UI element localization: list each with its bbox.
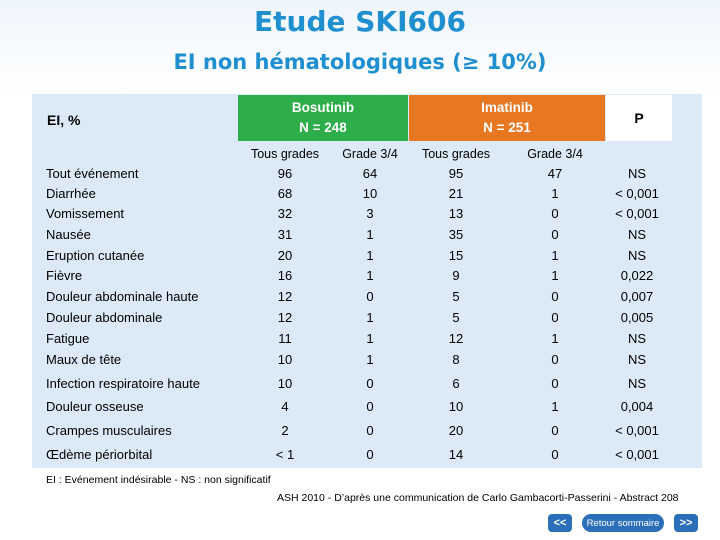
row-label: Vomissement (46, 206, 125, 221)
page-title: Etude SKI606 (254, 5, 466, 38)
table-cell: 1 (551, 331, 559, 346)
table-cell: 0 (551, 423, 559, 438)
table-cell: 6 (452, 376, 460, 391)
table-cell: 35 (448, 227, 464, 242)
table-cell: < 0,001 (615, 206, 659, 221)
table-cell: 13 (448, 206, 464, 221)
table-cell: 2 (281, 423, 289, 438)
table-cell: 10 (448, 399, 464, 414)
table-cell: 16 (277, 268, 293, 283)
table-cell: < 0,001 (615, 186, 659, 201)
table-cell: 0,004 (620, 399, 654, 414)
table-cell: 3 (366, 206, 374, 221)
table-cell: < 0,001 (615, 447, 659, 462)
table-cell: 12 (448, 331, 464, 346)
row-label: Diarrhée (46, 186, 96, 201)
table-cell: 1 (366, 227, 374, 242)
table-cell: 68 (277, 186, 293, 201)
table-cell: 5 (452, 289, 460, 304)
table-cell: NS (627, 248, 647, 263)
source-citation: ASH 2010 - D’après une communication de Carlo Gambacorti-Passerini - Abstract 208 (277, 492, 679, 504)
bosutinib-name: Bosutinib (291, 100, 355, 115)
bosutinib-header (238, 95, 408, 141)
table-cell: 1 (366, 268, 374, 283)
table-cell: 47 (547, 166, 563, 181)
imatinib-header (409, 95, 605, 141)
row-label: Fièvre (46, 268, 83, 283)
table-cell: 1 (366, 352, 374, 367)
table-cell: 8 (452, 352, 460, 367)
table-cell: 4 (281, 399, 289, 414)
table-cell: 31 (277, 227, 293, 242)
table-cell: NS (627, 227, 647, 242)
table-cell: 0 (366, 289, 374, 304)
table-cell: 10 (277, 352, 293, 367)
p-value-header: P (606, 95, 672, 141)
table-cell: 64 (362, 166, 378, 181)
table-cell: 1 (366, 248, 374, 263)
table-cell: 0 (551, 352, 559, 367)
table-cell: 0 (366, 423, 374, 438)
table-cell: 1 (366, 310, 374, 325)
next-button[interactable]: >> (674, 514, 698, 532)
table-cell: 15 (448, 248, 464, 263)
table-cell: 0 (551, 289, 559, 304)
table-cell: < 1 (275, 447, 295, 462)
table-cell: 0 (551, 227, 559, 242)
subheader-ima-all: Tous grades (421, 147, 491, 161)
table-cell: 9 (452, 268, 460, 283)
table-cell: NS (627, 376, 647, 391)
table-cell: 1 (551, 186, 559, 201)
table-cell: 0,007 (620, 289, 654, 304)
table-cell: 0 (366, 376, 374, 391)
table-cell: 12 (277, 289, 293, 304)
table-cell: 10 (362, 186, 378, 201)
table-cell: 0,005 (620, 310, 654, 325)
table-cell: 32 (277, 206, 293, 221)
subheader-bos-g34: Grade 3/4 (342, 147, 398, 161)
table-cell: 20 (277, 248, 293, 263)
page-subtitle: EI non hématologiques (≥ 10%) (173, 50, 547, 74)
imatinib-n: N = 251 (483, 120, 531, 135)
row-label: Douleur abdominale haute (46, 289, 199, 304)
table-cell: 21 (448, 186, 464, 201)
table-cell: 0 (366, 447, 374, 462)
table-cell: 14 (448, 447, 464, 462)
table-cell: 12 (277, 310, 293, 325)
table-cell: 1 (551, 248, 559, 263)
subheader-bos-all: Tous grades (250, 147, 320, 161)
table-cell: 5 (452, 310, 460, 325)
row-label: Crampes musculaires (46, 423, 172, 438)
table-cell: 0 (551, 206, 559, 221)
row-label: Maux de tête (46, 352, 122, 367)
row-label: Tout événement (46, 166, 139, 181)
table-cell: 96 (277, 166, 293, 181)
table-cell: 0 (551, 376, 559, 391)
table-cell: 1 (366, 331, 374, 346)
table-cell: NS (627, 331, 647, 346)
table-cell: 1 (551, 399, 559, 414)
table-cell: 0,022 (620, 268, 654, 283)
table-corner-label: EI, % (47, 112, 81, 128)
row-label: Infection respiratoire haute (46, 376, 200, 391)
table-cell: < 0,001 (615, 423, 659, 438)
row-label: Douleur osseuse (46, 399, 144, 414)
back-to-summary-button[interactable]: Retour sommaire (582, 514, 664, 532)
row-label: Œdème périorbital (46, 447, 153, 462)
bosutinib-n: N = 248 (299, 120, 347, 135)
subheader-ima-g34: Grade 3/4 (527, 147, 583, 161)
row-label: Douleur abdominale (46, 310, 163, 325)
footnote: EI : Evénement indésirable - NS : non significatif (46, 474, 271, 486)
table-cell: 0 (551, 447, 559, 462)
table-cell: 11 (278, 331, 292, 346)
table-cell: NS (627, 166, 647, 181)
table-cell: 0 (366, 399, 374, 414)
imatinib-name: Imatinib (481, 100, 533, 115)
row-label: Eruption cutanée (46, 248, 145, 263)
table-cell: 95 (448, 166, 464, 181)
previous-button[interactable]: << (548, 514, 572, 532)
row-label: Nausée (46, 227, 91, 242)
table-cell: NS (627, 352, 647, 367)
table-cell: 10 (277, 376, 293, 391)
table-cell: 1 (551, 268, 559, 283)
table-cell: 20 (448, 423, 464, 438)
table-cell: 0 (551, 310, 559, 325)
row-label: Fatigue (46, 331, 90, 346)
